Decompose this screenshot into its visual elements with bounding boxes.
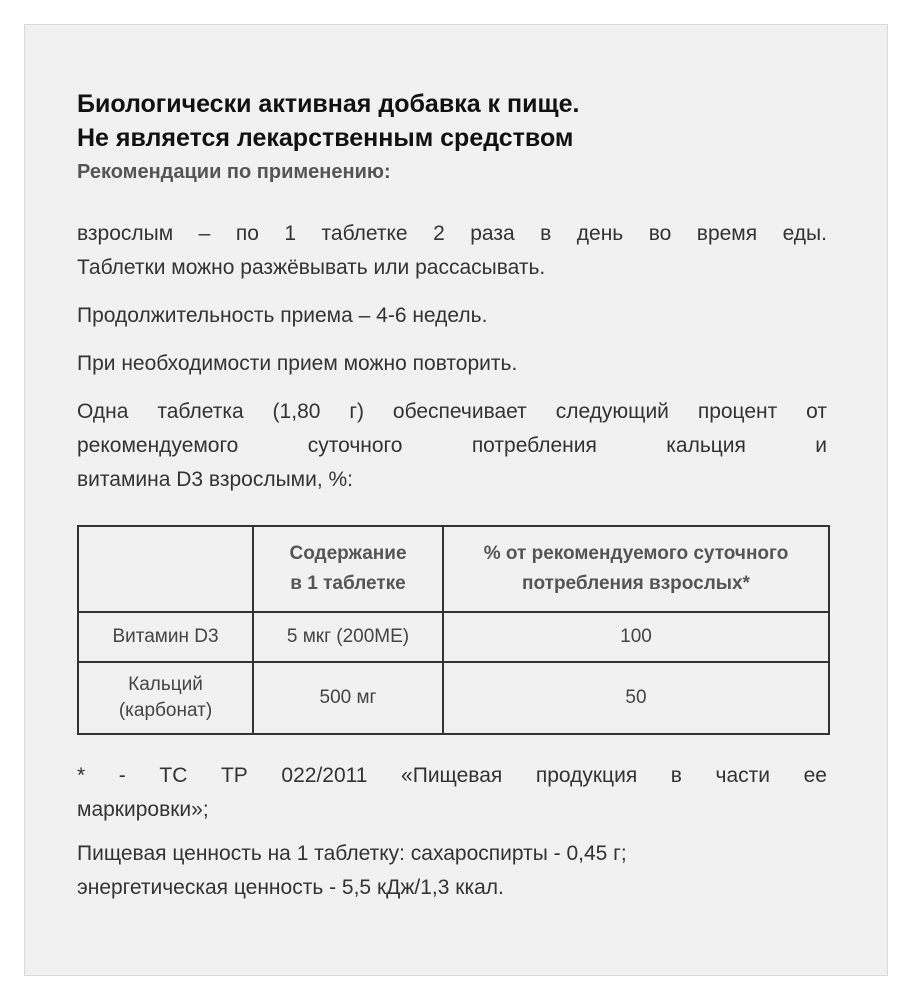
nutrient-table [77,525,830,735]
header-blank [78,526,253,612]
dosage-paragraph [77,217,827,285]
row-name-line-1: Кальций [128,674,203,695]
intro-line-1: Одна таблетка (1,80 г) обеспечивает следующий процент от [77,400,827,423]
label-heading [77,87,827,155]
nutrition-line-2: энергетическая ценность - 5,5 кДж/1,3 ккал. [77,876,504,899]
footnote-line-2: маркировки»; [77,798,209,821]
intro-line-2: рекомендуемого суточного потребления кальция и [77,434,827,457]
intro-paragraph [77,395,827,497]
heading-line-2: Не является лекарственным средством [77,124,574,152]
repeat-paragraph: При необходимости прием можно повторить. [77,352,518,375]
duration-paragraph: Продолжительность приема – 4-6 недель. [77,304,488,327]
label-sheet [24,24,888,976]
footnote-paragraph [77,759,827,827]
header-percent-line-2: потребления взрослых* [522,573,750,594]
usage-subheading: Рекомендации по применению: [77,161,391,183]
row-name-line-2: (карбонат) [118,700,213,721]
row-amount: 5 мкг (200МЕ) [253,612,443,662]
header-percent [443,526,829,612]
table-row [78,662,829,734]
footnote-line-1: * - ТС ТР 022/2011 «Пищевая продукция в части ее [77,764,827,787]
nutrition-paragraph [77,837,827,905]
row-name: Витамин D3 [78,612,253,662]
row-percent: 50 [443,662,829,734]
intro-line-3: витамина D3 взрослыми, %: [77,468,354,491]
dosage-line-1: взрослым – по 1 таблетке 2 раза в день во время еды. [77,222,827,245]
row-amount: 500 мг [253,662,443,734]
header-content-line-2: в 1 таблетке [290,573,406,594]
heading-line-1: Биологически активная добавка к пище. [77,90,580,118]
row-percent: 100 [443,612,829,662]
header-percent-line-1: % от рекомендуемого суточного [483,543,789,564]
dosage-line-2: Таблетки можно разжёвывать или рассасывать. [77,256,546,279]
header-content-line-1: Содержание [289,543,407,564]
row-name [78,662,253,734]
nutrition-line-1: Пищевая ценность на 1 таблетку: сахароспирты - 0,45 г; [77,842,627,865]
table-header-row [78,526,829,612]
label-content [77,87,827,905]
table-row [78,612,829,662]
header-content [253,526,443,612]
